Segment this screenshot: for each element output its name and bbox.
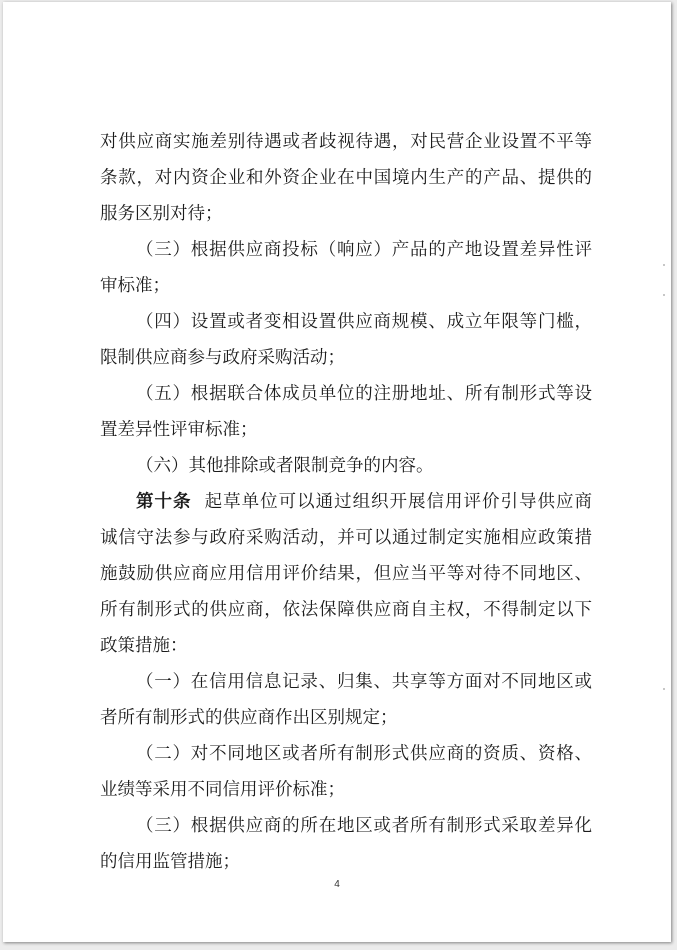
text-line: 的信用监管措施； bbox=[100, 852, 240, 872]
document-page bbox=[3, 2, 671, 942]
page-number: 4 bbox=[334, 879, 340, 890]
text-line: 诚信守法参与政府采购活动，并可以通过制定实施相应政策措 bbox=[100, 528, 592, 548]
text-line: 者所有制形式的供应商作出区别规定； bbox=[100, 708, 398, 728]
text-line: （三）根据供应商的所在地区或者所有制形式采取差异化 bbox=[136, 816, 592, 836]
scan-speck bbox=[663, 264, 665, 266]
scan-speck bbox=[663, 294, 665, 296]
text-line: 审标准； bbox=[100, 276, 170, 296]
text-line: （五）根据联合体成员单位的注册地址、所有制形式等设 bbox=[136, 384, 592, 404]
text-line: 条款，对内资企业和外资企业在中国境内生产的产品、提供的 bbox=[100, 168, 592, 188]
article-text: 起草单位可以通过组织开展信用评价引导供应商 bbox=[204, 492, 592, 512]
text-line: 置差异性评审标准； bbox=[100, 420, 258, 440]
text-line: 限制供应商参与政府采购活动； bbox=[100, 348, 345, 368]
scan-speck bbox=[663, 688, 665, 690]
text-line: 业绩等采用不同信用评价标准； bbox=[100, 780, 345, 800]
text-line: （四）设置或者变相设置供应商规模、成立年限等门槛， bbox=[136, 312, 592, 332]
article-ten-first-line bbox=[136, 489, 592, 515]
text-line: 所有制形式的供应商，依法保障供应商自主权，不得制定以下 bbox=[100, 600, 592, 620]
article-heading: 第十条 bbox=[136, 492, 192, 512]
text-line: （六）其他排除或者限制竞争的内容。 bbox=[136, 456, 434, 476]
text-line: （一）在信用信息记录、归集、共享等方面对不同地区或 bbox=[136, 672, 592, 692]
text-line: 服务区别对待； bbox=[100, 204, 223, 224]
text-line: 施鼓励供应商应用信用评价结果，但应当平等对待不同地区、 bbox=[100, 564, 592, 584]
text-line: 政策措施： bbox=[100, 636, 188, 656]
text-line: 对供应商实施差别待遇或者歧视待遇，对民营企业设置不平等 bbox=[100, 132, 592, 152]
text-line: （二）对不同地区或者所有制形式供应商的资质、资格、 bbox=[136, 744, 592, 764]
text-line: （三）根据供应商投标（响应）产品的产地设置差异性评 bbox=[136, 240, 592, 260]
